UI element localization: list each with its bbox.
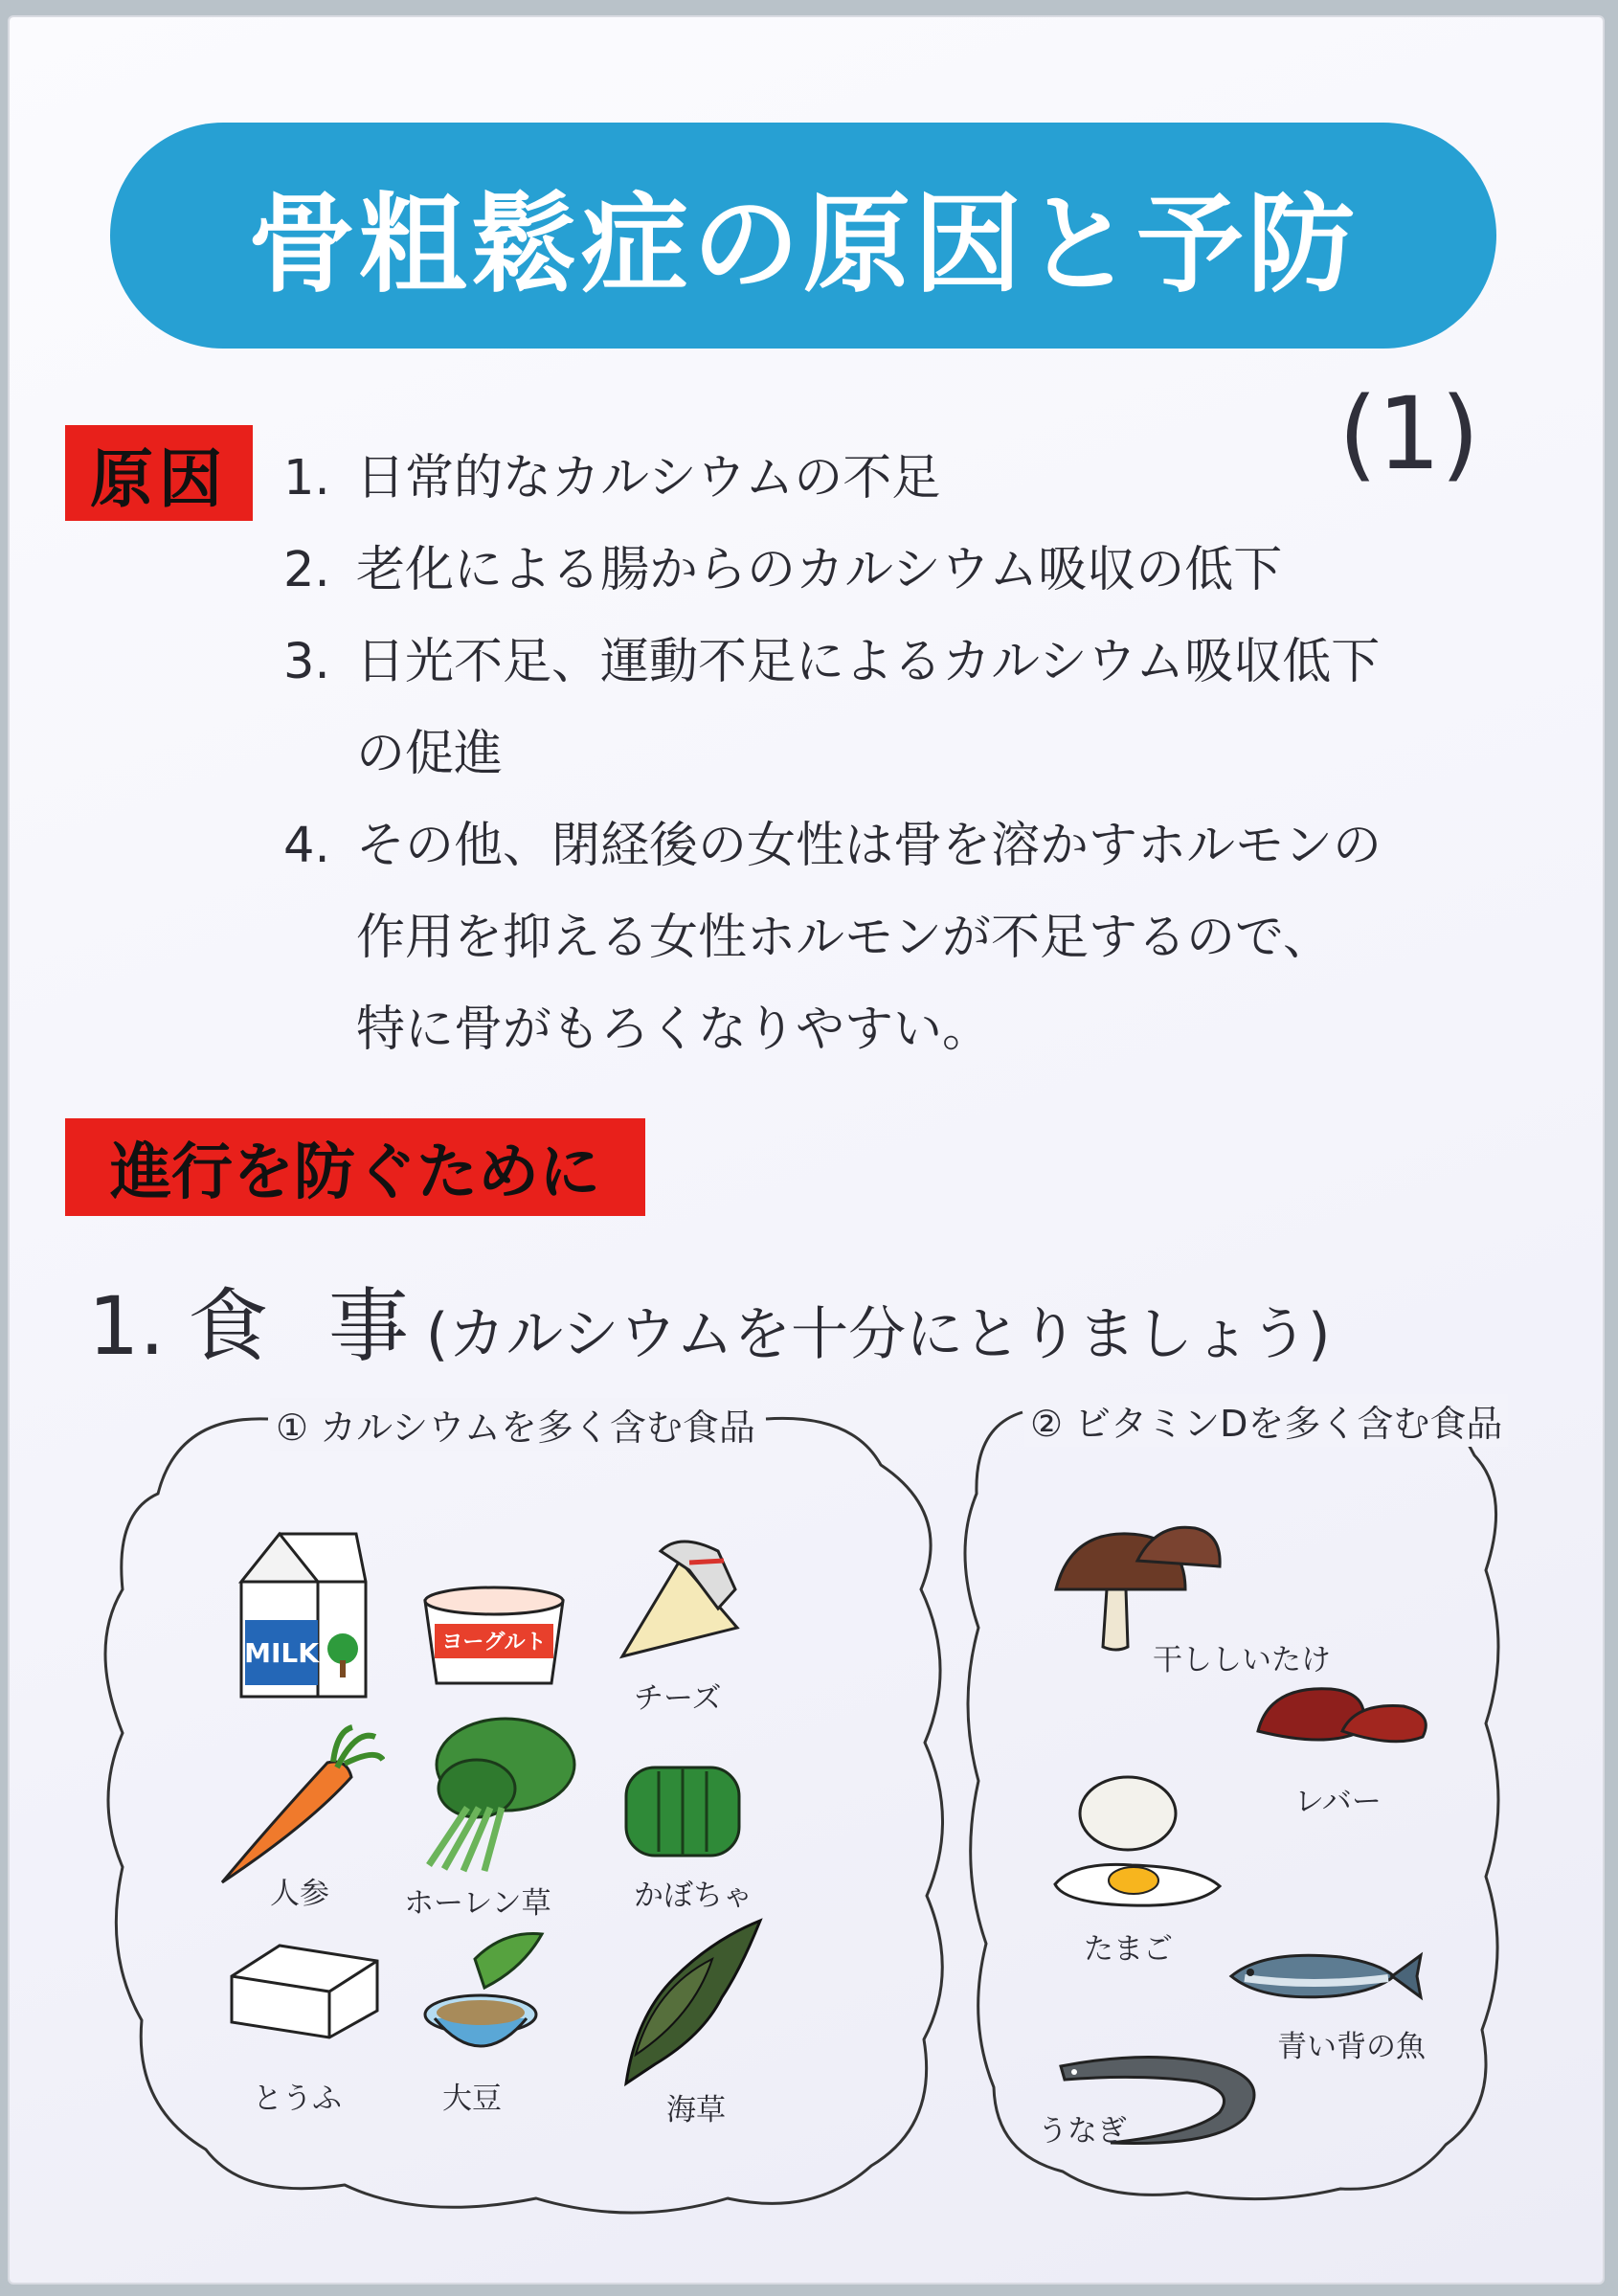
page-title: 骨粗鬆症の原因と予防 bbox=[248, 182, 1359, 307]
food-label-carrot: 人参 bbox=[270, 1877, 329, 1911]
food-label-liver: レバー bbox=[1294, 1785, 1382, 1819]
cause-item-text: 日光不足、運動不足によるカルシウム吸収低下 の促進 bbox=[356, 634, 1381, 782]
cause-item-text: 老化による腸からのカルシウム吸収の低下 bbox=[356, 542, 1283, 598]
yogurt-label: ヨーグルト bbox=[441, 1631, 547, 1654]
fish-image bbox=[1225, 1944, 1427, 2011]
milk-carton-image bbox=[222, 1524, 375, 1706]
meal-heading-subtitle: (カルシウムを十分にとりましょう) bbox=[425, 1301, 1331, 1368]
cause-tag: 原因 bbox=[65, 425, 253, 521]
calcium-box-label: ① カルシウムを多く含む食品 bbox=[270, 1398, 761, 1451]
soybean-image bbox=[417, 1930, 561, 2064]
food-label-fish: 青い背の魚 bbox=[1277, 2030, 1426, 2064]
cause-item-number: 1. bbox=[283, 450, 330, 506]
cause-item-text: 日常的なカルシウムの不足 bbox=[356, 450, 941, 506]
food-label-pumpkin: かぼちゃ bbox=[634, 1879, 753, 1913]
egg-image bbox=[1045, 1773, 1227, 1917]
food-label-shiitake: 干ししいたけ bbox=[1153, 1643, 1331, 1677]
milk-label: MILK bbox=[244, 1637, 319, 1669]
food-label-spinach: ホーレン草 bbox=[404, 1886, 551, 1921]
yogurt-image bbox=[417, 1580, 571, 1695]
food-label-cheese: チーズ bbox=[634, 1681, 722, 1716]
prevention-tag: 進行を防ぐために bbox=[65, 1118, 645, 1216]
seaweed-image bbox=[597, 1902, 770, 2093]
cause-item-text: その他、閉経後の女性は骨を溶かすホルモンの 作用を抑える女性ホルモンが不足するので、 特に骨がもろくなりやすい。 bbox=[356, 818, 1382, 1058]
cause-item-number: 2. bbox=[283, 542, 330, 598]
food-label-soybean: 大豆 bbox=[442, 2082, 502, 2116]
pumpkin-image bbox=[620, 1758, 745, 1863]
meal-heading-title: 食 事 bbox=[188, 1279, 426, 1373]
vitamin-box-label: ② ビタミンDを多く含む食品 bbox=[1024, 1394, 1508, 1447]
page-number: (1) bbox=[1338, 375, 1480, 492]
food-label-tofu: とうふ bbox=[253, 2082, 342, 2116]
cheese-image bbox=[613, 1532, 747, 1676]
spinach-image bbox=[410, 1712, 582, 1875]
meal-heading-number: 1. bbox=[88, 1279, 166, 1373]
food-label-seaweed: 海草 bbox=[666, 2093, 726, 2127]
tofu-image bbox=[222, 1938, 385, 2043]
cause-item-number: 4. bbox=[283, 818, 330, 874]
food-label-egg: たまご bbox=[1084, 1932, 1173, 1967]
food-label-eel: うなぎ bbox=[1038, 2114, 1127, 2149]
liver-image bbox=[1250, 1677, 1432, 1754]
cause-item-number: 3. bbox=[283, 634, 330, 690]
carrot-image bbox=[213, 1720, 385, 1892]
